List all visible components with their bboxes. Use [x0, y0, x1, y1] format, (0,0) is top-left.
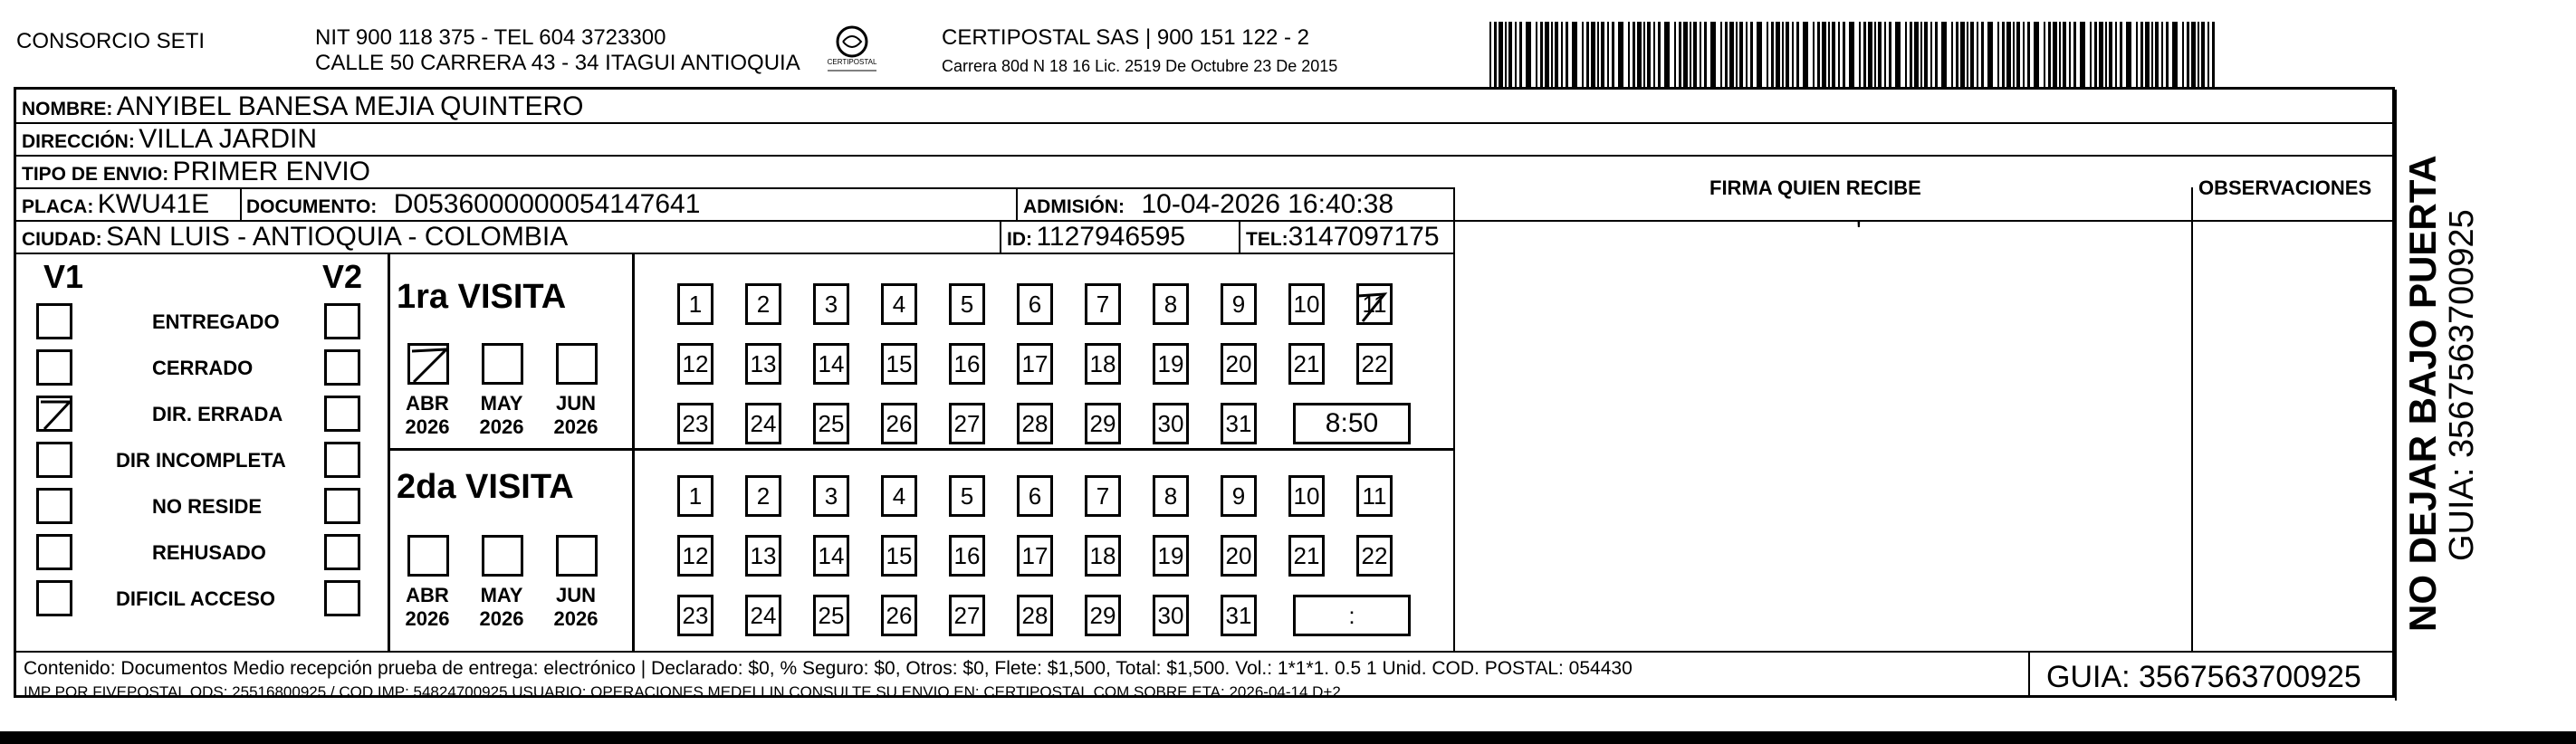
day-box[interactable]: 13 — [745, 343, 781, 385]
day-box[interactable]: 10 — [1288, 283, 1325, 325]
day-box[interactable]: 6 — [1017, 283, 1053, 325]
tipo-row — [22, 157, 370, 187]
day-box[interactable]: 15 — [881, 535, 917, 577]
month-checkbox[interactable] — [407, 535, 449, 577]
second-visit-title: 2da VISITA — [397, 468, 574, 506]
placa-label: PLACA: — [22, 196, 94, 217]
v2-checkbox[interactable] — [324, 488, 360, 524]
month-checkbox[interactable] — [556, 535, 598, 577]
day-box[interactable]: 1 — [677, 283, 713, 325]
admision-label: ADMISIÓN: — [1023, 196, 1125, 217]
day-box[interactable]: 9 — [1221, 475, 1257, 517]
day-box[interactable]: 22 — [1356, 535, 1393, 577]
v1-checkbox[interactable] — [36, 534, 72, 570]
day-box[interactable]: 7 — [1085, 475, 1121, 517]
day-box[interactable]: 14 — [813, 343, 849, 385]
v2-label: V2 — [322, 258, 363, 295]
day-box[interactable]: 26 — [881, 403, 917, 444]
tipo-label: TIPO DE ENVIO: — [22, 164, 169, 185]
nombre-row — [22, 91, 583, 122]
day-box[interactable]: 22 — [1356, 343, 1393, 385]
day-box[interactable]: 19 — [1153, 343, 1189, 385]
month-label: JUN 2026 — [553, 392, 599, 438]
id-value: 1127946595 — [1036, 222, 1186, 252]
v2-checkbox[interactable] — [324, 396, 360, 432]
direccion-label: DIRECCIÓN: — [22, 131, 135, 152]
footer-imp: IMP POR FIVEPOSTAL ODS: 25516800925 / COD.IMP: 54824700925 USUARIO: OPERACIONES MEDELLIN CONSULTE SU ENVIO EN: CERTIPOSTAL.COM SOBRE ETA: 2026-04-14 D+2 — [24, 683, 1341, 701]
v1-checkbox[interactable] — [36, 442, 72, 478]
day-box[interactable]: 5 — [949, 475, 985, 517]
month-label: JUN 2026 — [553, 584, 599, 630]
id-label: ID: — [1007, 229, 1032, 250]
courier-line: CERTIPOSTAL SAS | 900 151 122 - 2 — [942, 25, 1309, 50]
no-dejar-warning: NO DEJAR BAJO PUERTA — [2401, 155, 2444, 632]
company-name: CONSORCIO SETI — [16, 29, 206, 53]
side-guia: GUIA: 3567563700925 — [2443, 209, 2481, 561]
status-option-label: DIR. ERRADA — [152, 403, 283, 425]
day-box[interactable]: 27 — [949, 595, 985, 636]
documento-value: D0536000000054147641 — [393, 189, 701, 219]
documento-cell — [246, 189, 700, 220]
bottom-bar — [0, 731, 2576, 744]
day-box[interactable]: 16 — [949, 343, 985, 385]
documento-label: DOCUMENTO: — [246, 196, 378, 217]
day-box[interactable]: 20 — [1221, 535, 1257, 577]
day-box[interactable]: 31 — [1221, 403, 1257, 444]
day-box[interactable]: 1 — [677, 475, 713, 517]
address-line: CALLE 50 CARRERA 43 - 34 ITAGUI ANTIOQUIA — [315, 51, 800, 75]
day-box[interactable]: 4 — [881, 283, 917, 325]
footer-contenido: Contenido: Documentos Medio recepción prueba de entrega: electrónico | Declarado: $0, % Seguro: $0, Otros: $0, Flete: $1,500, Total: $1,500. Vol.: 1*1*1. 0.5 1 Unid. COD. POSTAL: 054430 — [24, 658, 1633, 679]
tel-value: 3147097175 — [1288, 222, 1440, 252]
day-box[interactable]: 25 — [813, 403, 849, 444]
month-label: ABR 2026 — [405, 392, 450, 438]
day-box[interactable]: 23 — [677, 403, 713, 444]
day-box[interactable]: 6 — [1017, 475, 1053, 517]
day-box[interactable]: 23 — [677, 595, 713, 636]
day-box[interactable]: 28 — [1017, 595, 1053, 636]
day-box[interactable]: 3 — [813, 475, 849, 517]
day-box[interactable]: 9 — [1221, 283, 1257, 325]
day-box[interactable]: 7 — [1085, 283, 1121, 325]
day-box[interactable]: 30 — [1153, 595, 1189, 636]
day-box[interactable]: 13 — [745, 535, 781, 577]
day-box[interactable]: 3 — [813, 283, 849, 325]
v1-checkbox[interactable] — [36, 303, 72, 339]
status-option-label: REHUSADO — [152, 541, 266, 564]
observaciones-label: OBSERVACIONES — [2198, 176, 2372, 199]
day-box[interactable]: 25 — [813, 595, 849, 636]
v1-checkbox[interactable] — [36, 580, 72, 616]
admision-cell — [1023, 189, 1393, 220]
day-box[interactable]: 21 — [1288, 343, 1325, 385]
day-box[interactable]: 12 — [677, 343, 713, 385]
ciudad-cell — [22, 222, 568, 253]
barcode — [1489, 22, 2216, 87]
day-box[interactable]: 2 — [745, 475, 781, 517]
tel-label: TEL: — [1246, 229, 1288, 250]
ciudad-label: CIUDAD: — [22, 229, 102, 250]
v2-checkbox[interactable] — [324, 580, 360, 616]
tel-cell — [1246, 222, 1440, 253]
v1-checkbox[interactable] — [36, 349, 72, 386]
id-cell — [1007, 222, 1185, 253]
day-box[interactable]: 31 — [1221, 595, 1257, 636]
status-option-label: DIR INCOMPLETA — [116, 449, 286, 472]
day-box[interactable]: 10 — [1288, 475, 1325, 517]
nombre-label: NOMBRE: — [22, 99, 113, 119]
day-box[interactable]: 29 — [1085, 595, 1121, 636]
status-option-label: DIFICIL ACCESO — [116, 587, 276, 610]
tipo-value: PRIMER ENVIO — [172, 157, 371, 186]
v1-checkbox[interactable] — [36, 488, 72, 524]
day-box[interactable]: 12 — [677, 535, 713, 577]
day-box[interactable]: 17 — [1017, 535, 1053, 577]
day-box[interactable]: 2 — [745, 283, 781, 325]
direccion-value: VILLA JARDIN — [139, 124, 318, 154]
status-option-label: CERRADO — [152, 357, 254, 379]
month-checkbox[interactable] — [482, 535, 523, 577]
month-checkbox[interactable] — [482, 343, 523, 385]
nombre-value: ANYIBEL BANESA MEJIA QUINTERO — [116, 91, 584, 121]
visit-time[interactable]: 8:50 — [1293, 403, 1411, 444]
form-frame: NOMBRE: ANYIBEL BANESA MEJIA QUINTERO DIRECCIÓN: VILLA JARDIN TIPO DE ENVIO: PRIMER ENVIO FIRMA QUIEN RECIBE OBSERVACIONES PLACA: KWU41E DOCUMENTO: D0536000000054147641 ADMISIÓN: 10-04-2026 16:40:38 ' CIUDAD: SAN LUIS - ANTIOQUIA - COLOMBIA ID: 1127946595 TEL:3147097175 V1 V2 ENTREGADO CERRADO DIR. ERRADA DIR INCOMPLETA NO RESIDE REHUSADO DIFICIL ACCESO 1ra VISITA ABR 2026 MAY 2026 JUN 2026 1 2 3 4 5 6 7 8 9 10 11 12 13 14 15 16 17 18 19 20 21 22 23 24 25 26 27 28 29 30 31 8:50 2da VISITA ABR 2026 MAY 2026 JUN 2026 1 2 3 4 5 6 7 8 9 10 11 12 13 14 15 16 17 18 19 20 21 22 23 24 25 26 27 28 29 30 31 : Contenido: Documentos Medio recepción prueba de entrega: electrónico | Declarado: $0, % Seguro: $0, Otros: $0, Flete: $1,500, Total: $1,500. Vol.: 1*1*1. 0.5 1 Unid. COD. POSTAL: 054430 IMP POR FIVEPOSTAL ODS: 25516800925 / COD.IMP: 54824700925 USUARIO: OPERACIONES MEDELLIN CONSULTE SU ENVIO EN: CERTIPOSTAL.COM SOBRE ETA: 2026-04-14 D+2 GUIA: 3567563700925 — [14, 87, 2395, 698]
day-box[interactable]: 24 — [745, 595, 781, 636]
v2-checkbox[interactable] — [324, 303, 360, 339]
day-box[interactable]: 11 — [1356, 475, 1393, 517]
ciudad-value: SAN LUIS - ANTIOQUIA - COLOMBIA — [106, 222, 569, 252]
first-visit-title: 1ra VISITA — [397, 278, 567, 316]
day-box[interactable]: 18 — [1085, 535, 1121, 577]
day-box[interactable]: 21 — [1288, 535, 1325, 577]
day-box[interactable]: 28 — [1017, 403, 1053, 444]
day-box[interactable]: 27 — [949, 403, 985, 444]
day-box[interactable]: 19 — [1153, 535, 1189, 577]
license-line: Carrera 80d N 18 16 Lic. 2519 De Octubre 23 De 2015 — [942, 57, 1338, 75]
visit-time[interactable]: : — [1293, 595, 1411, 636]
day-box[interactable]: 17 — [1017, 343, 1053, 385]
v2-checkbox[interactable] — [324, 442, 360, 478]
placa-cell — [22, 189, 209, 220]
footer-guia: GUIA: 3567563700925 — [2046, 660, 2361, 694]
month-label: MAY 2026 — [479, 392, 524, 438]
day-box[interactable]: 20 — [1221, 343, 1257, 385]
day-box[interactable]: 14 — [813, 535, 849, 577]
placa-value: KWU41E — [97, 189, 210, 219]
month-checkbox[interactable] — [556, 343, 598, 385]
certipostal-logo — [820, 24, 884, 78]
month-checkbox[interactable] — [407, 343, 449, 385]
v1-checkbox[interactable] — [36, 396, 72, 432]
firma-label: FIRMA QUIEN RECIBE — [1709, 176, 1921, 199]
day-box[interactable]: 11 — [1356, 283, 1393, 325]
day-box[interactable]: 30 — [1153, 403, 1189, 444]
v2-checkbox[interactable] — [324, 349, 360, 386]
v1-label: V1 — [43, 258, 84, 295]
status-option-label: NO RESIDE — [152, 495, 263, 518]
day-box[interactable]: 29 — [1085, 403, 1121, 444]
day-box[interactable]: 26 — [881, 595, 917, 636]
day-box[interactable]: 5 — [949, 283, 985, 325]
day-box[interactable]: 8 — [1153, 283, 1189, 325]
logo-text: CERTIPOSTAL — [827, 58, 877, 66]
day-box[interactable]: 16 — [949, 535, 985, 577]
day-box[interactable]: 15 — [881, 343, 917, 385]
month-label: ABR 2026 — [405, 584, 450, 630]
nit-line: NIT 900 118 375 - TEL 604 3723300 — [315, 25, 666, 50]
day-box[interactable]: 8 — [1153, 475, 1189, 517]
month-label: MAY 2026 — [479, 584, 524, 630]
direccion-row — [22, 124, 317, 155]
day-box[interactable]: 4 — [881, 475, 917, 517]
v2-checkbox[interactable] — [324, 534, 360, 570]
day-box[interactable]: 18 — [1085, 343, 1121, 385]
admision-value: 10-04-2026 16:40:38 — [1141, 189, 1394, 219]
status-option-label: ENTREGADO — [152, 310, 280, 333]
day-box[interactable]: 24 — [745, 403, 781, 444]
